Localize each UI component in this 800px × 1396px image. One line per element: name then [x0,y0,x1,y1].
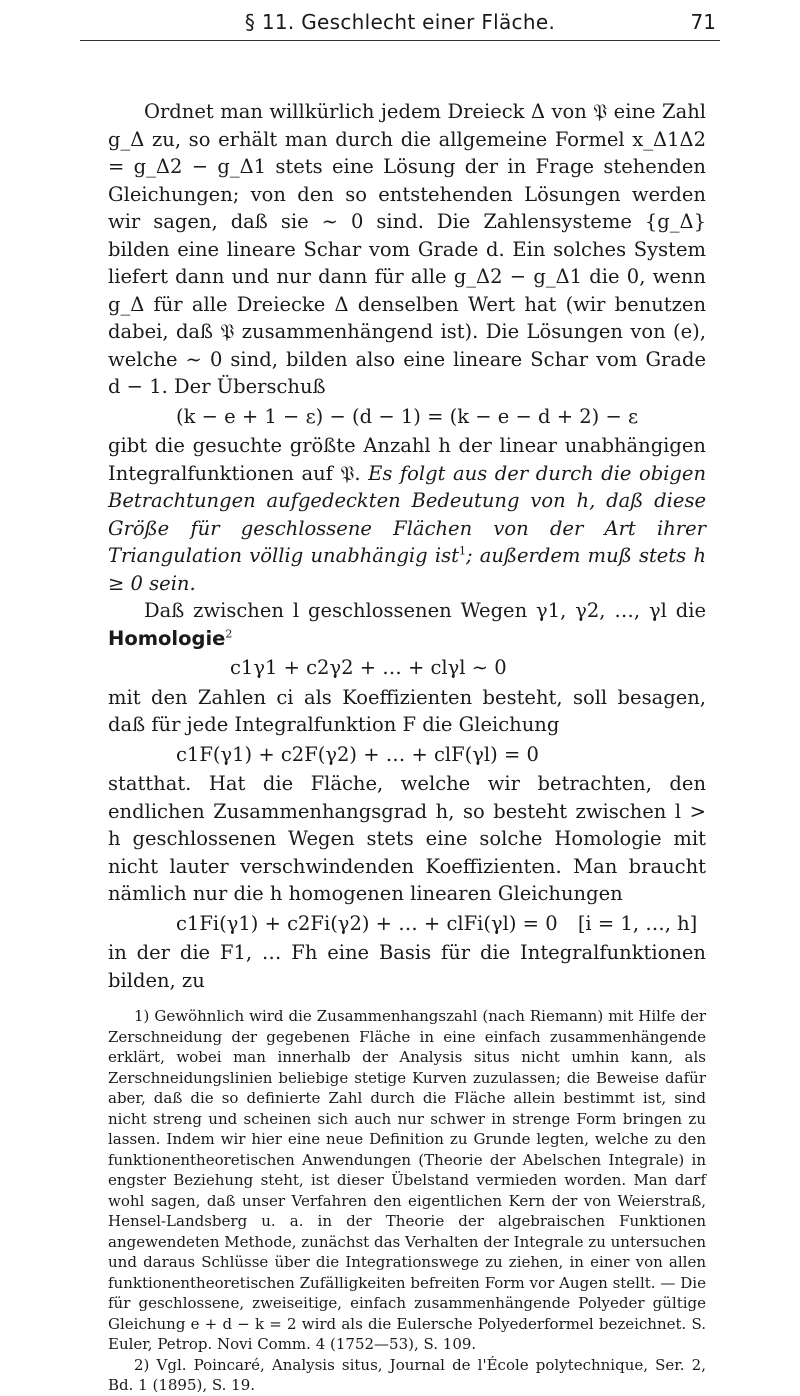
paragraph-4: mit den Zahlen ci als Koeffizienten besteht, soll besagen, daß für jede Integralfunktion F die Gleichung [108,685,706,736]
paragraph-2 [108,432,706,597]
footnote-1: 1) Gewöhnlich wird die Zusammenhangszahl (nach Riemann) mit Hilfe der Zerschneidung der gegebenen Fläche in eine einfach zusammenhängende erklärt, wobei man innerhalb der Analysis situs nicht umhin kann, als Zerschneidungslinien beliebige stetige Kurven zuzulassen; die Beweise dafür aber, daß die so definierte Zahl durch die Fläche allein bestimmt ist, sind nicht streng und scheinen sich auch nur schwer in strenge Form bringen zu lassen. Indem wir hier eine neue Definition zu Grunde legten, welche zu den funktionentheoretischen Anwendungen (Theorie der Abelschen Integrale) in engster Beziehung steht, ist dieser Übelstand vermieden worden. Man darf wohl sagen, daß unser Verfahren den eigentlichen Kern der von Weierstraß, Hensel-Landsberg u. a. in der Theorie der algebraischen Funktionen angewendeten Methode, zunächst das Verhalten der Integrale zu untersuchen und daraus Schlüsse über die Integrationswege zu ziehen, in einer von allen funktionentheoretischen Zufälligkeiten befreiten Form vor Augen stellt. — Die für geschlossene, zweiseitige, einfach zusammenhängende Polyeder gültige Gleichung e + d − k = 2 wird als die Eulersche Polyederformel bezeichnet. S. Euler, Petrop. Novi Comm. 4 (1752—53), S. 109. [108,1007,706,1353]
paragraph-5: statthat. Hat die Fläche, welche wir betrachten, den endlichen Zusammenhangsgrad h, so besteht zwischen l > h geschlossenen Wegen stets eine solche Homologie mit nicht lauter verschwindenden Koeffizienten. Man braucht nämlich nur die h homogenen linearen Gleichungen [108,772,706,905]
paragraph-3 [108,597,706,652]
page-body [108,98,706,1396]
equation-integral: c1F(γ1) + c2F(γ2) + … + clF(γl) = 0 [176,742,539,766]
footnotes [108,1006,706,1396]
equation-homogeneous-text: c1Fi(γ1) + c2Fi(γ2) + … + clFi(γl) = 0 [176,911,558,935]
footnote-2: 2) Vgl. Poincaré, Analysis situs, Journal de l'École polytechnique, Ser. 2, Bd. 1 (1895), S. 19. [108,1355,706,1394]
equation-homogeneous [108,910,706,938]
page-number: 71 [690,10,716,34]
paragraph-3-text: Daß zwischen l geschlossenen Wegen γ1, γ2, …, γl die [144,599,706,622]
footnote-mark-1[interactable]: 1 [458,544,466,558]
running-head [86,0,714,60]
paragraph-1: Ordnet man willkürlich jedem Dreieck Δ von 𝔓 eine Zahl g_Δ zu, so erhält man durch die allgemeine Formel x_Δ1Δ2 = g_Δ2 − g_Δ1 stets eine Lösung der in Frage stehenden Gleichungen; von den so entstehenden Lösungen werden wir sagen, daß sie ∼ 0 sind. Die Zahlensysteme {g_Δ} bilden eine lineare Schar vom Grade d. Ein solches System liefert dann und nur dann für alle g_Δ2 − g_Δ1 die 0, wenn g_Δ für alle Dreiecke Δ denselben Wert hat (wir benutzen dabei, daß 𝔓 zusammenhängend ist). Die Lösungen von (e), welche ∼ 0 sind, bilden also eine lineare Schar vom Grade d − 1. Der Überschuß [108,100,706,398]
paragraph-2-italic-end: ; außerdem muß stets h ≥ 0 sein. [108,544,706,595]
equation-homogeneous-index: [i = 1, …, h] [577,911,698,935]
running-head-title: § 11. Geschlecht einer Fläche. [244,10,556,34]
paragraph-2-start: gibt die gesuchte größte Anzahl h der linear unabhängigen Integralfunktionen auf 𝔓. [108,434,706,485]
homologie-term: Homologie [108,626,226,650]
equation-excess: (k − e + 1 − ε) − (d − 1) = (k − e − d + 2) − ε [176,404,639,428]
paragraph-6: in der die F1, … Fh eine Basis für die Integralfunktionen bilden, zu [108,941,706,992]
header-rule [80,40,720,41]
paragraph-2-italic: Es folgt aus der durch die obigen Betrachtungen aufgedeckten Bedeutung von h, daß diese Größe für geschlossene Flächen von der Art ihrer Triangulation völlig unabhängig ist [108,461,707,567]
footnote-mark-2[interactable]: 2 [225,627,233,640]
equation-homology: c1γ1 + c2γ2 + … + clγl ∼ 0 [230,656,507,679]
